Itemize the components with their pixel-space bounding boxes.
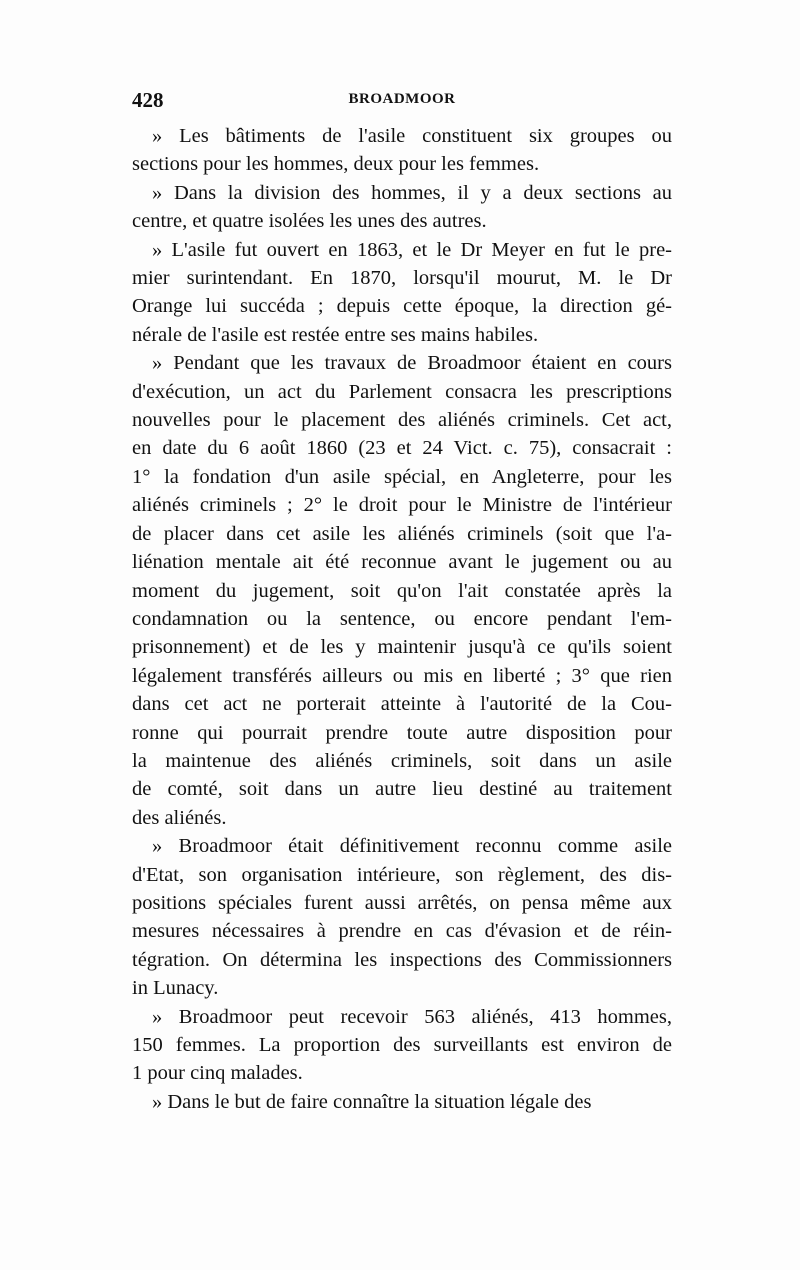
text-line: condamnation ou la sentence, ou encore pendant l'em-	[132, 607, 672, 630]
text-line: » Broadmoor était définitivement reconnu comme asile	[152, 835, 672, 858]
text-line: sections pour les hommes, deux pour les femmes.	[132, 153, 540, 176]
text-line: d'Etat, son organisation intérieure, son règlement, des dis-	[132, 863, 672, 886]
text-line: positions spéciales furent aussi arrêtés, on pensa même aux	[132, 891, 672, 914]
text-line: de comté, soit dans un autre lieu destiné au traitement	[132, 778, 672, 801]
text-line: aliénés criminels ; 2° le droit pour le Ministre de l'intérieur	[132, 494, 672, 517]
text-line: in Lunacy.	[132, 977, 219, 1000]
text-line: mier surintendant. En 1870, lorsqu'il mourut, M. le Dr	[132, 267, 672, 290]
paragraph	[132, 349, 672, 832]
text-line: » L'asile fut ouvert en 1863, et le Dr Meyer en fut le pre-	[152, 238, 672, 261]
text-line: tégration. On détermina les inspections des Commissionners	[132, 948, 672, 971]
body-text	[132, 122, 672, 1116]
text-line: légalement transférés ailleurs ou mis en liberté ; 3° que rien	[132, 664, 672, 687]
text-line: nouvelles pour le placement des aliénés criminels. Cet act,	[132, 409, 672, 432]
text-line: liénation mentale ait été reconnue avant le jugement ou au	[132, 551, 672, 574]
text-line: 1 pour cinq malades.	[132, 1062, 303, 1085]
text-line: des aliénés.	[132, 806, 227, 829]
text-line: » Broadmoor peut recevoir 563 aliénés, 413 hommes,	[152, 1005, 672, 1028]
text-line: 1° la fondation d'un asile spécial, en Angleterre, pour les	[132, 465, 672, 488]
text-line: moment du jugement, soit qu'on l'ait constatée après la	[132, 579, 672, 602]
text-line: la maintenue des aliénés criminels, soit dans un asile	[132, 749, 672, 772]
text-line: » Dans le but de faire connaître la situation légale des	[152, 1090, 592, 1113]
text-line: nérale de l'asile est restée entre ses mains habiles.	[132, 323, 539, 346]
paragraph	[132, 1088, 672, 1116]
text-line: Orange lui succéda ; depuis cette époque, la direction gé-	[132, 295, 672, 318]
text-line: d'exécution, un act du Parlement consacra les prescriptions	[132, 380, 672, 403]
text-line: » Pendant que les travaux de Broadmoor étaient en cours	[152, 352, 672, 375]
paragraph	[132, 832, 672, 1002]
text-line: » Les bâtiments de l'asile constituent six groupes ou	[152, 125, 672, 147]
page-header	[132, 88, 672, 118]
text-line: centre, et quatre isolées les unes des autres.	[132, 210, 487, 233]
text-line: dans cet act ne porterait atteinte à l'autorité de la Cou-	[132, 693, 672, 716]
paragraph	[132, 122, 672, 179]
paragraph	[132, 1003, 672, 1088]
page-number: 428	[132, 88, 164, 112]
text-line: en date du 6 août 1860 (23 et 24 Vict. c. 75), consacrait :	[132, 437, 672, 460]
text-line: de placer dans cet asile les aliénés criminels (soit que l'a-	[132, 522, 672, 545]
text-line: 150 femmes. La proportion des surveillants est environ de	[132, 1034, 672, 1056]
text-line: ronne qui pourrait prendre toute autre disposition pour	[132, 721, 672, 744]
text-line: prisonnement) et de les y maintenir jusqu'à ce qu'ils soient	[132, 636, 672, 659]
running-title: BROADMOOR	[348, 91, 456, 107]
paragraph	[132, 179, 672, 236]
text-line: » Dans la division des hommes, il y a deux sections au	[152, 181, 672, 204]
paragraph	[132, 236, 672, 350]
text-line: mesures nécessaires à prendre en cas d'évasion et de réin-	[132, 920, 672, 943]
